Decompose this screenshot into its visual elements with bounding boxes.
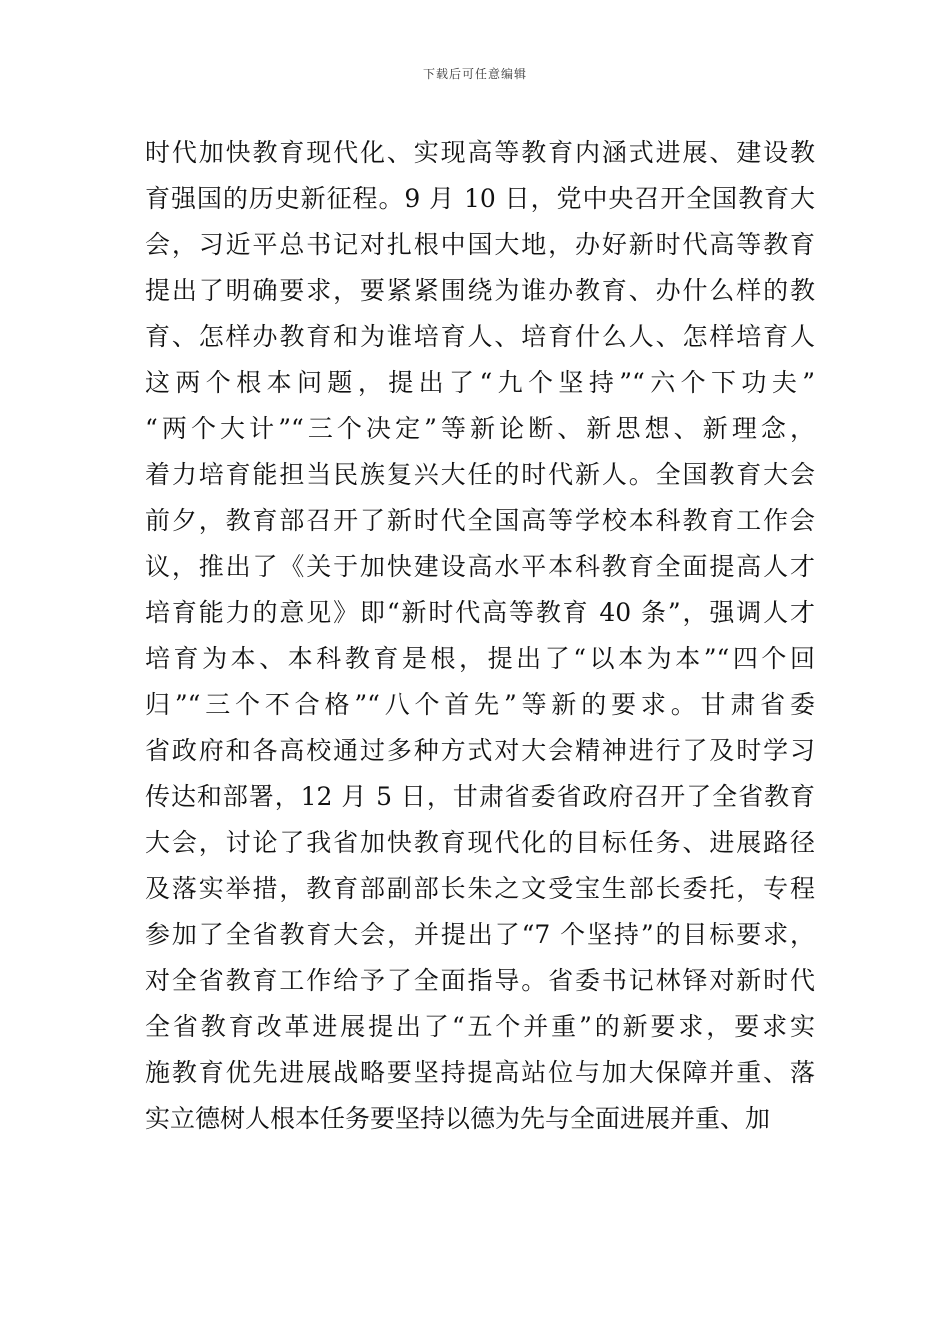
page-header: 下载后可任意编辑 [422,67,527,81]
text-line: 议，推出了《关于加快建设高水平本科教育全面提高人才 [145,552,815,581]
text-line: 全省教育改革进展提出了“五个并重”的新要求，要求实 [145,1012,815,1041]
text-line: 传达和部署，12 月 5 日，甘肃省委省政府召开了全省教育 [145,782,815,811]
text-line: 归”“三个不合格”“八个首先”等新的要求。甘肃省委 [145,690,815,719]
text-line: 大会，讨论了我省加快教育现代化的目标任务、进展路径 [145,828,815,857]
text-line: 对全省教育工作给予了全面指导。省委书记林铎对新时代 [145,966,815,995]
text-line: 培育能力的意见》即“新时代高等教育 40 条”，强调人才 [145,598,815,627]
text-line: 时代加快教育现代化、实现高等教育内涵式进展、建设教 [145,138,815,167]
text-line: 前夕，教育部召开了新时代全国高等学校本科教育工作会 [145,506,815,535]
text-line: “两个大计”“三个决定”等新论断、新思想、新理念， [145,414,815,443]
text-line: 育强国的历史新征程。9 月 10 日，党中央召开全国教育大 [145,184,815,213]
text-line: 育、怎样办教育和为谁培育人、培育什么人、怎样培育人 [145,322,815,351]
body-paragraph [145,130,815,1142]
text-line: 这两个根本问题，提出了“九个坚持”“六个下功夫” [145,368,815,397]
text-line: 省政府和各高校通过多种方式对大会精神进行了及时学习 [145,736,815,765]
text-line: 及落实举措，教育部副部长朱之文受宝生部长委托，专程 [145,874,815,903]
text-line: 提出了明确要求，要紧紧围绕为谁办教育、办什么样的教 [145,276,815,305]
text-line: 实立德树人根本任务要坚持以德为先与全面进展并重、加 [145,1104,771,1133]
text-line: 会，习近平总书记对扎根中国大地，办好新时代高等教育 [145,230,815,259]
text-line: 着力培育能担当民族复兴大任的时代新人。全国教育大会 [145,460,815,489]
text-line: 施教育优先进展战略要坚持提高站位与加大保障并重、落 [145,1058,815,1087]
text-line: 培育为本、本科教育是根，提出了“以本为本”“四个回 [145,644,815,673]
text-line: 参加了全省教育大会，并提出了“7 个坚持”的目标要求， [145,920,815,949]
